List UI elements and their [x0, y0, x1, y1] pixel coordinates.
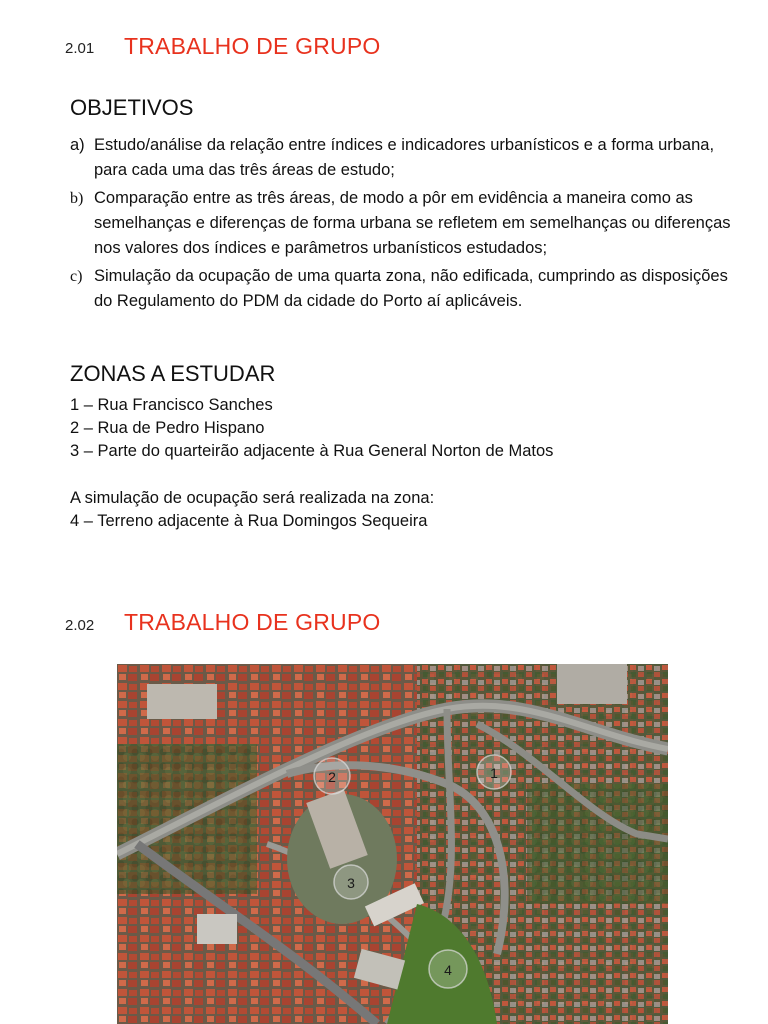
objective-marker: b): [70, 190, 84, 207]
zone-marker-2: [314, 758, 350, 794]
svg-text:3: 3: [347, 875, 355, 891]
simulation-intro: A simulação de ocupação será realizada na zona:: [70, 489, 435, 507]
zone-item: 3 – Parte do quarteirão adjacente à Rua General Norton de Matos: [70, 442, 554, 460]
objective-item-a: [70, 133, 750, 183]
zone-marker-4: [429, 950, 467, 988]
objective-text: Estudo/análise da relação entre índices e indicadores urbanísticos e a forma urbana, para cada uma das três áreas de estudo;: [94, 136, 715, 179]
objective-marker: a): [70, 136, 85, 154]
aerial-map-image: [117, 664, 668, 1024]
simulation-zone: 4 – Terreno adjacente à Rua Domingos Sequeira: [70, 512, 428, 530]
slide-number: 2.02: [65, 617, 95, 634]
objective-marker: c): [70, 268, 83, 285]
objectives-list: [70, 133, 750, 317]
objective-item-c: [70, 264, 750, 314]
objectives-heading: OBJETIVOS: [70, 95, 194, 120]
zones-heading: ZONAS A ESTUDAR: [70, 361, 276, 386]
slide-title: TRABALHO DE GRUPO: [124, 609, 381, 635]
zones-list: [70, 394, 553, 463]
zone-item: 1 – Rua Francisco Sanches: [70, 396, 273, 414]
objective-item-b: [70, 186, 750, 261]
objective-text: Simulação da ocupação de uma quarta zona, não edificada, cumprindo as disposições do Regulamento do PDM da cidade do Porto aí aplicáveis.: [94, 267, 728, 310]
slide-title: TRABALHO DE GRUPO: [124, 33, 381, 59]
objective-text: Comparação entre as três áreas, de modo a pôr em evidência a maneira como as semelhanças e diferenças de forma urbana se refletem em semelhanças ou diferenças nos valores dos índices e parâmetros urbanísticos estudados;: [94, 189, 731, 257]
zone-item: 2 – Rua de Pedro Hispano: [70, 419, 265, 437]
simulation-block: [70, 487, 434, 533]
svg-text:4: 4: [444, 962, 452, 978]
slide-number: 2.01: [65, 40, 95, 57]
svg-text:1: 1: [490, 765, 498, 781]
svg-text:2: 2: [328, 769, 336, 785]
zone-marker-3: [334, 865, 368, 899]
zone-marker-1: [477, 755, 511, 789]
